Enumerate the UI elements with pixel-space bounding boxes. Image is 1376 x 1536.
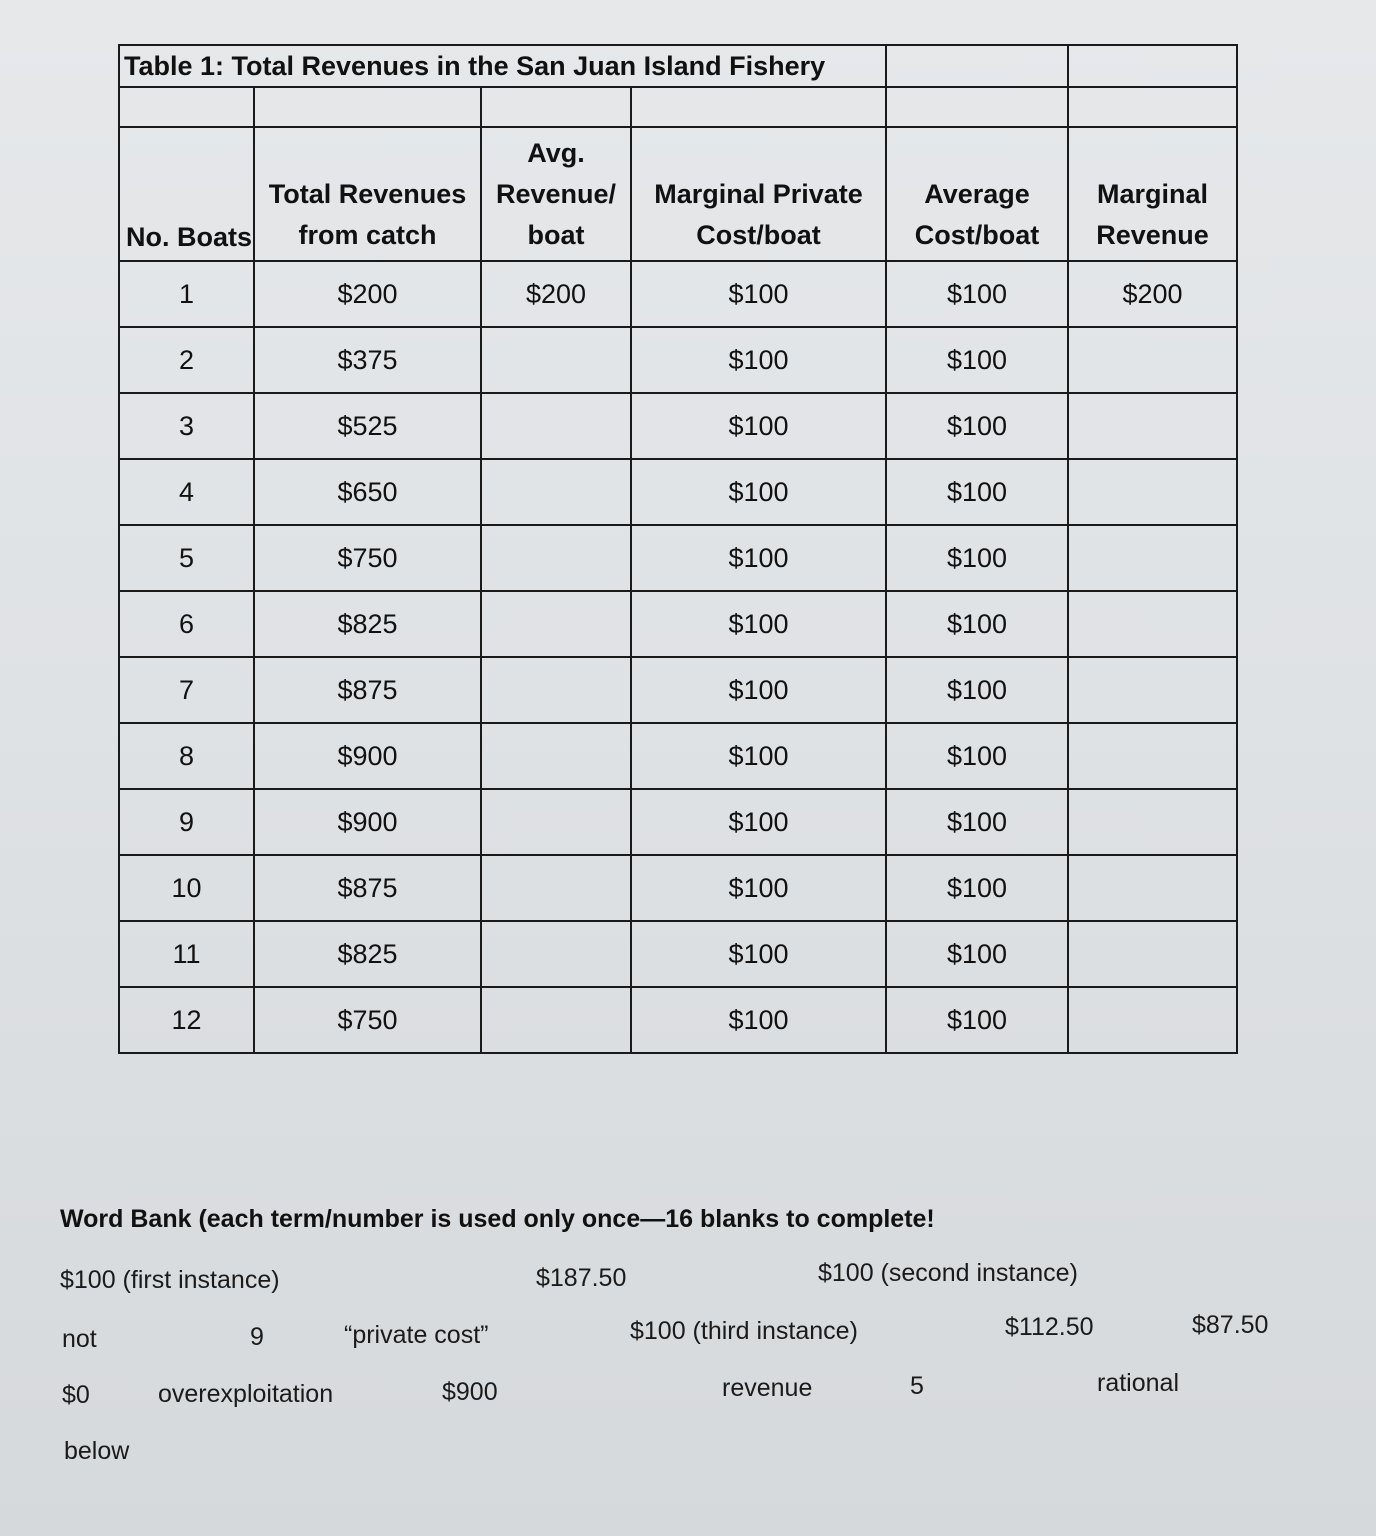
word-bank-term: revenue: [722, 1374, 813, 1402]
word-bank-term: $100 (first instance): [60, 1266, 280, 1294]
cell-marginal-private-cost: $100: [631, 591, 886, 657]
cell-total-revenue: $525: [254, 393, 481, 459]
cell-marginal-private-cost: $100: [631, 855, 886, 921]
word-bank-term: $0: [62, 1381, 90, 1409]
cell-total-revenue: $825: [254, 591, 481, 657]
cell-avg-revenue: [481, 855, 631, 921]
cell-avg-revenue: [481, 393, 631, 459]
cell-boats: 1: [119, 261, 254, 327]
cell-marginal-revenue: [1068, 393, 1237, 459]
cell-total-revenue: $900: [254, 723, 481, 789]
empty-cell: [254, 87, 481, 127]
cell-marginal-private-cost: $100: [631, 261, 886, 327]
header-line: Total Revenues: [268, 179, 467, 209]
cell-marginal-revenue: [1068, 921, 1237, 987]
column-header-row: [119, 127, 1237, 261]
empty-cell: [886, 45, 1068, 87]
header-marginal-revenue: [1068, 127, 1237, 261]
header-line: Revenue: [1096, 220, 1209, 250]
cell-total-revenue: $650: [254, 459, 481, 525]
table-row: [119, 723, 1237, 789]
cell-average-cost: $100: [886, 591, 1068, 657]
header-line: Marginal Private: [654, 179, 863, 209]
cell-total-revenue: $200: [254, 261, 481, 327]
cell-boats: 3: [119, 393, 254, 459]
cell-total-revenue: $875: [254, 855, 481, 921]
header-line: Average: [924, 179, 1030, 209]
word-bank-term: 5: [910, 1372, 924, 1400]
header-average-cost: [886, 127, 1068, 261]
cell-avg-revenue: [481, 327, 631, 393]
cell-marginal-revenue: [1068, 459, 1237, 525]
header-line: Cost/boat: [914, 220, 1040, 250]
table-row: [119, 657, 1237, 723]
cell-avg-revenue: [481, 657, 631, 723]
table-row: [119, 459, 1237, 525]
word-bank-term: $100 (second instance): [818, 1259, 1078, 1287]
cell-average-cost: $100: [886, 987, 1068, 1053]
cell-boats: 7: [119, 657, 254, 723]
table-row: [119, 921, 1237, 987]
cell-average-cost: $100: [886, 525, 1068, 591]
cell-marginal-private-cost: $100: [631, 393, 886, 459]
cell-marginal-private-cost: $100: [631, 789, 886, 855]
cell-boats: 10: [119, 855, 254, 921]
cell-average-cost: $100: [886, 723, 1068, 789]
cell-marginal-private-cost: $100: [631, 657, 886, 723]
cell-total-revenue: $750: [254, 987, 481, 1053]
word-bank-term: below: [64, 1437, 130, 1465]
header-avg-revenue: [481, 127, 631, 261]
cell-total-revenue: $900: [254, 789, 481, 855]
blank-row: [119, 87, 1237, 127]
cell-marginal-revenue: [1068, 591, 1237, 657]
cell-average-cost: $100: [886, 261, 1068, 327]
cell-boats: 12: [119, 987, 254, 1053]
cell-marginal-revenue: [1068, 327, 1237, 393]
cell-average-cost: $100: [886, 459, 1068, 525]
table-row: [119, 591, 1237, 657]
cell-marginal-private-cost: $100: [631, 921, 886, 987]
header-line: Marginal: [1096, 179, 1209, 209]
word-bank-term: overexploitation: [158, 1380, 334, 1408]
cell-marginal-revenue: [1068, 657, 1237, 723]
cell-avg-revenue: [481, 921, 631, 987]
cell-avg-revenue: [481, 987, 631, 1053]
table-row: [119, 987, 1237, 1053]
cell-total-revenue: $375: [254, 327, 481, 393]
cell-marginal-private-cost: $100: [631, 459, 886, 525]
word-bank-term: not: [62, 1325, 97, 1353]
header-marginal-private-cost: [631, 127, 886, 261]
cell-boats: 8: [119, 723, 254, 789]
empty-cell: [1068, 45, 1237, 87]
cell-average-cost: $100: [886, 393, 1068, 459]
cell-marginal-revenue: [1068, 855, 1237, 921]
word-bank-term: 9: [250, 1323, 264, 1351]
table-row: [119, 393, 1237, 459]
empty-cell: [481, 87, 631, 127]
cell-boats: 6: [119, 591, 254, 657]
header-total-revenues: [254, 127, 481, 261]
cell-total-revenue: $750: [254, 525, 481, 591]
header-line: from catch: [298, 220, 437, 250]
cell-avg-revenue: [481, 459, 631, 525]
table-body: [119, 261, 1237, 1053]
cell-boats: 9: [119, 789, 254, 855]
cell-average-cost: $100: [886, 657, 1068, 723]
empty-cell: [119, 87, 254, 127]
word-bank-title: Word Bank (each term/number is used only once—16 blanks to complete!: [60, 1205, 935, 1233]
empty-cell: [886, 87, 1068, 127]
table-title: Table 1: Total Revenues in the San Juan Island Fishery: [119, 45, 886, 87]
header-no-boats: [119, 127, 254, 261]
table-row: [119, 525, 1237, 591]
cell-marginal-revenue: $200: [1068, 261, 1237, 327]
header-line: Revenue/: [495, 179, 617, 209]
cell-marginal-revenue: [1068, 525, 1237, 591]
cell-average-cost: $100: [886, 789, 1068, 855]
table-row: [119, 261, 1237, 327]
cell-avg-revenue: [481, 591, 631, 657]
cell-avg-revenue: [481, 723, 631, 789]
table-title-row: [119, 45, 1237, 87]
cell-average-cost: $100: [886, 921, 1068, 987]
cell-total-revenue: $875: [254, 657, 481, 723]
cell-total-revenue: $825: [254, 921, 481, 987]
table-row: [119, 789, 1237, 855]
word-bank-term: “private cost”: [344, 1321, 489, 1349]
header-line: Avg.: [527, 138, 585, 168]
cell-avg-revenue: [481, 789, 631, 855]
word-bank-term: $87.50: [1192, 1311, 1269, 1339]
empty-cell: [631, 87, 886, 127]
fishery-revenue-table: [118, 44, 1238, 1054]
cell-marginal-private-cost: $100: [631, 987, 886, 1053]
cell-boats: 5: [119, 525, 254, 591]
table-row: [119, 855, 1237, 921]
cell-marginal-revenue: [1068, 789, 1237, 855]
table-row: [119, 327, 1237, 393]
word-bank-term: $112.50: [1005, 1313, 1094, 1341]
cell-average-cost: $100: [886, 855, 1068, 921]
word-bank-term: $187.50: [536, 1264, 627, 1292]
cell-average-cost: $100: [886, 327, 1068, 393]
cell-marginal-private-cost: $100: [631, 723, 886, 789]
header-line: boat: [527, 220, 585, 250]
cell-boats: 4: [119, 459, 254, 525]
empty-cell: [1068, 87, 1237, 127]
header-line: Cost/boat: [696, 220, 821, 250]
cell-boats: 11: [119, 921, 254, 987]
word-bank-term: rational: [1097, 1369, 1179, 1397]
word-bank-term: $100 (third instance): [630, 1317, 858, 1345]
cell-marginal-revenue: [1068, 723, 1237, 789]
cell-marginal-private-cost: $100: [631, 327, 886, 393]
header-no-boats-text: No. Boats: [126, 222, 253, 252]
cell-marginal-private-cost: $100: [631, 525, 886, 591]
cell-boats: 2: [119, 327, 254, 393]
cell-marginal-revenue: [1068, 987, 1237, 1053]
cell-avg-revenue: $200: [481, 261, 631, 327]
word-bank-term: $900: [442, 1378, 498, 1406]
cell-avg-revenue: [481, 525, 631, 591]
